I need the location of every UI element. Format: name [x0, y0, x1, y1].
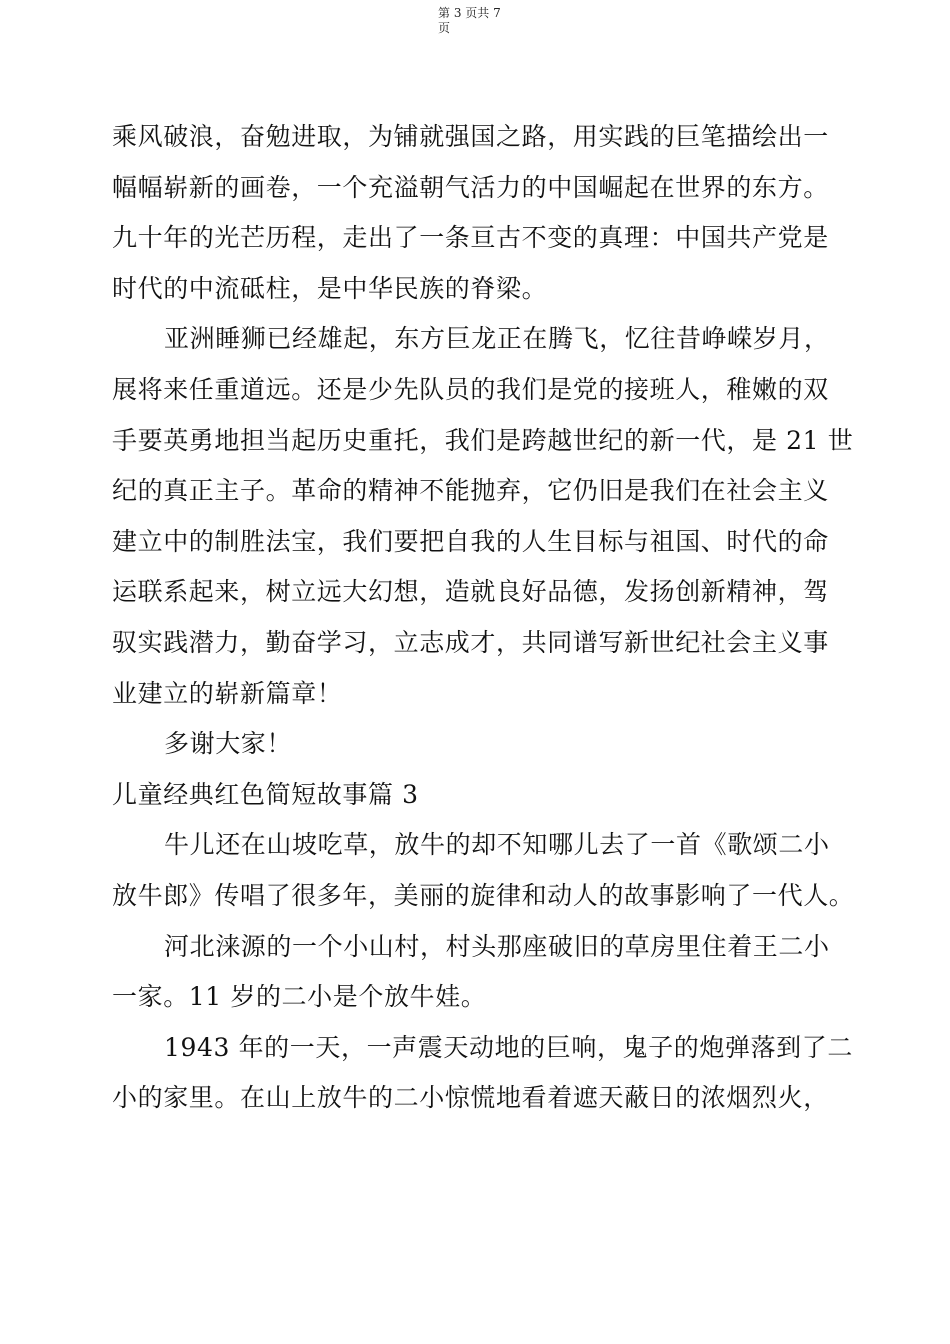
paragraph-line: 牛儿还在山坡吃草，放牛的却不知哪儿去了一首《歌颂二小 — [164, 830, 830, 860]
page-number-label — [438, 6, 528, 36]
paragraph-line: 时代的中流砥柱，是中华民族的脊梁。 — [112, 273, 548, 303]
paragraph-line: 手要英勇地担当起历史重托，我们是跨越世纪的新一代，是 21 世 — [112, 425, 854, 455]
paragraph-line: 幅幅崭新的画卷，一个充溢朝气活力的中国崛起在世界的东方。 — [112, 172, 829, 202]
page-number-line-2: 页 — [438, 21, 451, 35]
paragraph-line: 多谢大家！ — [164, 729, 293, 759]
paragraph-line: 纪的真正主子。革命的精神不能抛弃，它仍旧是我们在社会主义 — [112, 476, 829, 506]
paragraph-line: 1943 年的一天，一声震天动地的巨响，鬼子的炮弹落到了二 — [164, 1032, 853, 1062]
paragraph-line: 建立中的制胜法宝，我们要把自我的人生目标与祖国、时代的命 — [112, 526, 829, 556]
paragraph-line: 河北涞源的一个小山村，村头那座破旧的草房里住着王二小 — [164, 931, 830, 961]
paragraph-line: 展将来任重道远。还是少先队员的我们是党的接班人，稚嫩的双 — [112, 374, 829, 404]
paragraph-line: 小的家里。在山上放牛的二小惊慌地看着遮天蔽日的浓烟烈火， — [112, 1083, 829, 1113]
document-body — [112, 112, 855, 1124]
paragraph-line: 业建立的崭新篇章！ — [112, 678, 343, 708]
paragraph-line: 九十年的光芒历程，走出了一条亘古不变的真理：中国共产党是 — [112, 223, 829, 253]
paragraph-line: 放牛郎》传唱了很多年，美丽的旋律和动人的故事影响了一代人。 — [112, 880, 855, 910]
page-number-line-1: 第 3 页共 7 — [438, 6, 501, 20]
paragraph-line: 运联系起来，树立远大幻想，造就良好品德，发扬创新精神，驾 — [112, 577, 829, 607]
paragraph-line: 亚洲睡狮已经雄起，东方巨龙正在腾飞，忆往昔峥嵘岁月， — [164, 324, 830, 354]
paragraph-line: 驭实践潜力，勤奋学习，立志成才，共同谱写新世纪社会主义事 — [112, 627, 829, 657]
paragraph-line: 乘风破浪，奋勉进取，为铺就强国之路，用实践的巨笔描绘出一 — [112, 122, 829, 151]
section-heading: 儿童经典红色简短故事篇 3 — [112, 779, 419, 809]
paragraph-line: 一家。11 岁的二小是个放牛娃。 — [112, 982, 487, 1012]
